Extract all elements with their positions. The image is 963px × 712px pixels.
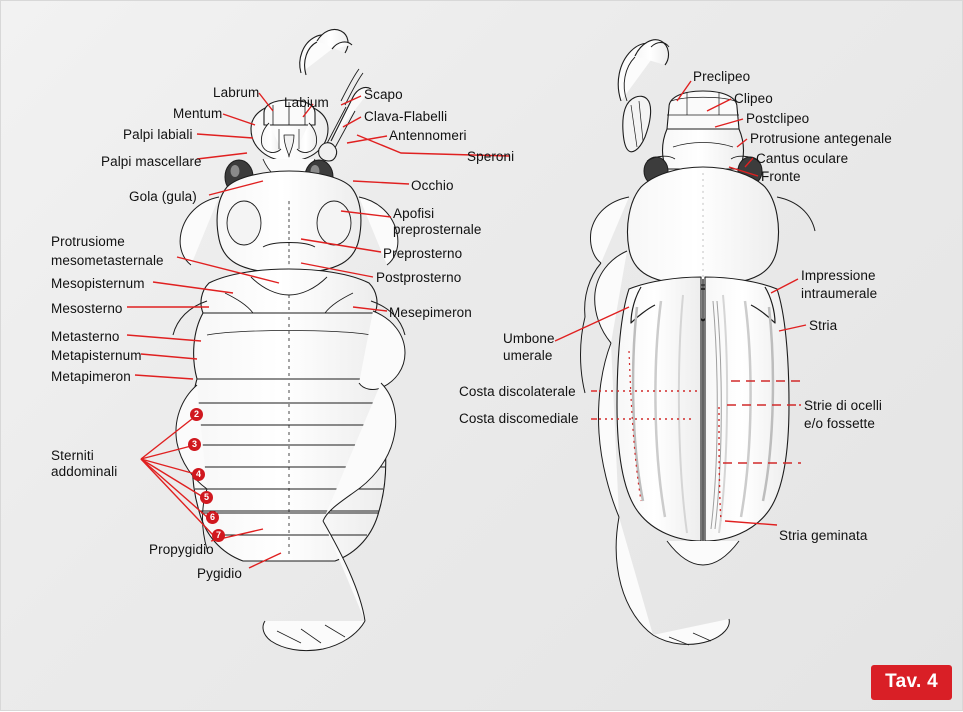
label-palpi-mascellare: Palpi mascellare [101, 154, 202, 169]
label-costa-discomediale: Costa discomediale [459, 411, 579, 426]
label-labium: Labium [284, 95, 329, 110]
label-pygidio: Pygidio [197, 566, 242, 581]
label-sterniti-addominali: addominali [51, 464, 118, 479]
label-strie-di-ocelli: Strie di ocelli [804, 398, 883, 413]
plate-badge: Tav. 4 [871, 665, 952, 700]
label-antennomeri: Antennomeri [389, 128, 467, 143]
label-umerale: umerale [503, 348, 553, 363]
label-clipeo: Clipeo [734, 91, 773, 106]
label-propygidio: Propygidio [149, 542, 214, 557]
label-intraumerale: intraumerale [801, 286, 878, 301]
label-mentum: Mentum [173, 106, 223, 121]
label-cantus-oculare: Cantus oculare [756, 151, 849, 166]
label-mesopisternum: Mesopisternum [51, 276, 145, 291]
segment-number-6: 6 [206, 511, 219, 524]
label-mesepimeron: Mesepimeron [389, 305, 472, 320]
segment-number-3: 3 [188, 438, 201, 451]
label-apofisi-preprosternale: preprosternale [393, 222, 482, 237]
label-postclipeo: Postclipeo [746, 111, 810, 126]
label-preclipeo: Preclipeo [693, 69, 751, 84]
segment-number-4: 4 [192, 468, 205, 481]
label-costa-discolaterale: Costa discolaterale [459, 384, 576, 399]
label-protrusiome: Protrusiome [51, 234, 125, 249]
label-metasterno: Metasterno [51, 329, 120, 344]
insect-drawings [1, 1, 963, 712]
label-labrum: Labrum [213, 85, 260, 100]
label-apofisi: Apofisi [393, 206, 435, 221]
label-metapimeron: Metapimeron [51, 369, 131, 384]
label-metapisternum: Metapisternum [51, 348, 142, 363]
label-preprosterno: Preprosterno [383, 246, 463, 261]
label-scapo: Scapo [364, 87, 403, 102]
label-sterniti: Sterniti [51, 448, 94, 463]
label-gola: Gola (gula) [129, 189, 197, 204]
label-stria: Stria [809, 318, 838, 333]
label-occhio: Occhio [411, 178, 454, 193]
segment-number-7: 7 [212, 529, 225, 542]
label-umbone: Umbone [503, 331, 555, 346]
label-speroni: Speroni [467, 149, 515, 164]
label-protrusione-antegenale: Protrusione antegenale [750, 131, 892, 146]
label-clava-flabelli: Clava-Flabelli [364, 109, 448, 124]
label-impressione: Impressione [801, 268, 876, 283]
segment-number-2: 2 [190, 408, 203, 421]
label-palpi-labiali: Palpi labiali [123, 127, 193, 142]
label-fronte: Fronte [761, 169, 801, 184]
label-postprosterno: Postprosterno [376, 270, 462, 285]
label-stria-geminata: Stria geminata [779, 528, 868, 543]
label-mesometasternale: mesometasternale [51, 253, 164, 268]
label-strie-fossette: e/o fossette [804, 416, 875, 431]
segment-number-5: 5 [200, 491, 213, 504]
label-mesosterno: Mesosterno [51, 301, 123, 316]
